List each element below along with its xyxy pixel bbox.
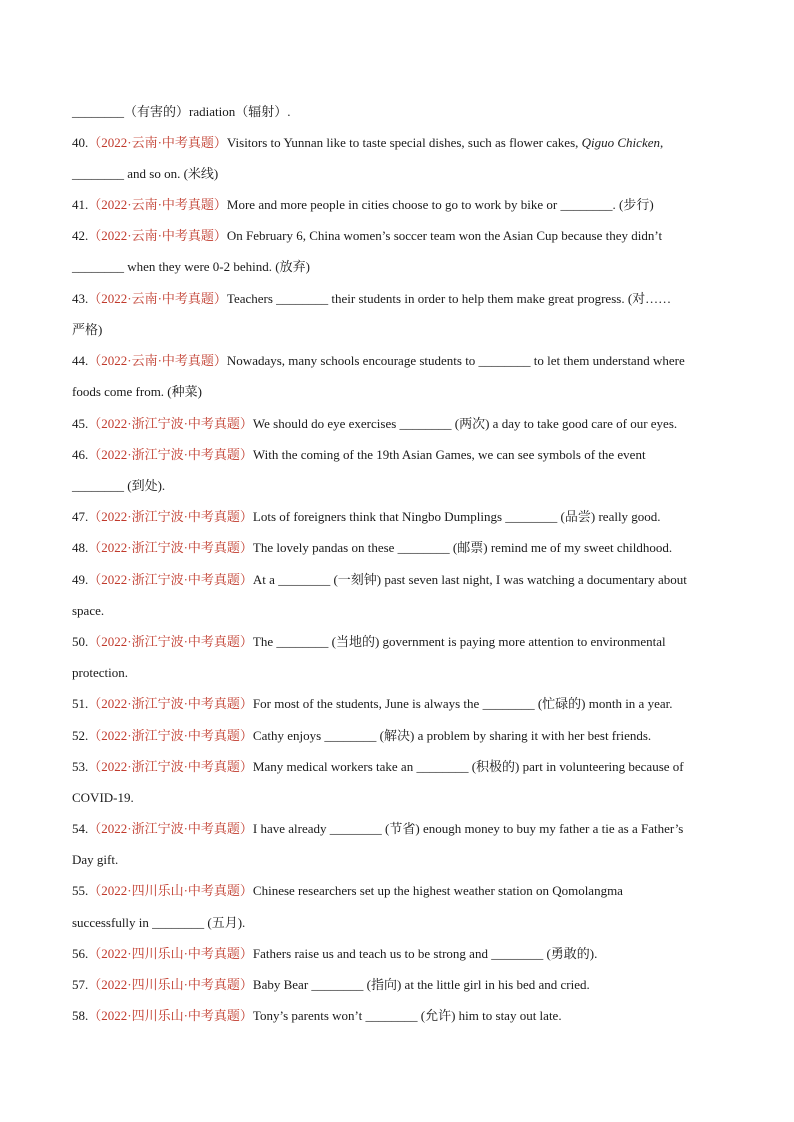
question-text: The lovely pandas on these ________ (邮票) remind me of my sweet childhood.: [252, 540, 673, 555]
question-source: （2022·四川乐山·中考真题）: [88, 1008, 253, 1023]
question-text: Teachers ________ their students in order to help them make great progress. (对……: [226, 291, 672, 306]
question-text: Baby Bear ________ (指向) at the little girl in his bed and cried.: [252, 977, 590, 992]
question-58: [72, 1008, 562, 1024]
question-number: 41.: [72, 197, 89, 212]
question-number: 43.: [72, 291, 89, 306]
question-42-continuation: [72, 259, 310, 275]
question-text: The ________ (当地的) government is paying more attention to environmental: [252, 634, 666, 649]
question-44: [72, 353, 685, 369]
question-55-continuation: [72, 915, 245, 931]
question-text: Fathers raise us and teach us to be strong and ________ (勇敢的).: [252, 946, 598, 961]
question-45: [72, 416, 677, 432]
question-number: 58.: [72, 1008, 89, 1023]
question-46: [72, 447, 646, 463]
question-39-continuation: [72, 104, 290, 120]
question-43: [72, 291, 671, 307]
question-50-continuation: [72, 665, 128, 681]
question-49-continuation: [72, 603, 104, 619]
question-source: （2022·浙江宁波·中考真题）: [88, 509, 253, 524]
question-number: 42.: [72, 228, 89, 243]
question-text: space.: [72, 603, 105, 618]
question-number: 54.: [72, 821, 89, 836]
question-40-continuation: [72, 166, 218, 182]
question-number: 57.: [72, 977, 89, 992]
question-text: At a ________ (一刻钟) past seven last night, I was watching a documentary about: [252, 572, 687, 587]
question-text: Chinese researchers set up the highest weather station on Qomolangma: [252, 883, 623, 898]
question-number: 40.: [72, 135, 89, 150]
question-42: [72, 228, 662, 244]
question-56: [72, 946, 597, 962]
question-number: 51.: [72, 696, 89, 711]
question-text: foods come from. (种菜): [72, 384, 202, 399]
question-54: [72, 821, 683, 837]
question-source: （2022·浙江宁波·中考真题）: [88, 821, 253, 836]
question-source: （2022·四川乐山·中考真题）: [88, 946, 253, 961]
question-text: Lots of foreigners think that Ningbo Dumplings ________ (品尝) really good.: [252, 509, 661, 524]
question-number: 56.: [72, 946, 89, 961]
question-text: 严格): [72, 322, 103, 337]
question-text: We should do eye exercises ________ (两次) a day to take good care of our eyes.: [252, 416, 678, 431]
question-53-continuation: [72, 790, 134, 806]
question-50: [72, 634, 666, 650]
question-number: 48.: [72, 540, 89, 555]
question-43-continuation: [72, 322, 102, 338]
question-source: （2022·四川乐山·中考真题）: [88, 977, 253, 992]
question-text: For most of the students, June is always the ________ (忙碌的) month in a year.: [252, 696, 673, 711]
question-text: COVID-19.: [72, 790, 134, 805]
question-number: 50.: [72, 634, 89, 649]
question-40: [72, 135, 663, 151]
question-54-continuation: [72, 852, 118, 868]
question-source: （2022·云南·中考真题）: [88, 228, 227, 243]
question-text: Day gift.: [72, 852, 119, 867]
question-53: [72, 759, 684, 775]
question-text: Cathy enjoys ________ (解决) a problem by sharing it with her best friends.: [252, 728, 652, 743]
question-source: （2022·浙江宁波·中考真题）: [88, 416, 253, 431]
question-number: 47.: [72, 509, 89, 524]
question-source: （2022·浙江宁波·中考真题）: [88, 540, 253, 555]
question-number: 45.: [72, 416, 89, 431]
question-source: （2022·云南·中考真题）: [88, 135, 227, 150]
question-source: （2022·浙江宁波·中考真题）: [88, 447, 253, 462]
question-source: （2022·浙江宁波·中考真题）: [88, 572, 253, 587]
question-number: 46.: [72, 447, 89, 462]
question-49: [72, 572, 687, 588]
question-source: （2022·云南·中考真题）: [88, 197, 227, 212]
question-source: （2022·浙江宁波·中考真题）: [88, 728, 253, 743]
question-number: 55.: [72, 883, 89, 898]
question-text: ________（有害的）radiation（辐射）.: [72, 104, 291, 119]
question-source: （2022·四川乐山·中考真题）: [88, 883, 253, 898]
question-52: [72, 728, 651, 744]
question-number: 44.: [72, 353, 89, 368]
question-text: Tony’s parents won’t ________ (允许) him to stay out late.: [252, 1008, 562, 1023]
question-44-continuation: [72, 384, 202, 400]
question-source: （2022·云南·中考真题）: [88, 291, 227, 306]
question-57: [72, 977, 590, 993]
question-48: [72, 540, 672, 556]
question-source: （2022·浙江宁波·中考真题）: [88, 759, 253, 774]
question-text: ________ when they were 0-2 behind. (放弃): [72, 259, 310, 274]
question-41: [72, 197, 654, 213]
question-text: ________ (到处).: [72, 478, 166, 493]
question-number: 53.: [72, 759, 89, 774]
question-number: 49.: [72, 572, 89, 587]
question-55: [72, 883, 623, 899]
question-text: Many medical workers take an ________ (积极的) part in volunteering because of: [252, 759, 684, 774]
question-source: （2022·云南·中考真题）: [88, 353, 227, 368]
question-text: More and more people in cities choose to go to work by bike or ________. (步行): [226, 197, 654, 212]
question-text: Visitors to Yunnan like to taste special dishes, such as flower cakes,: [226, 135, 582, 150]
question-51: [72, 696, 672, 712]
question-text: On February 6, China women’s soccer team won the Asian Cup because they didn’t: [226, 228, 663, 243]
question-text: I have already ________ (节省) enough money to buy my father a tie as a Father’s: [252, 821, 684, 836]
question-text: successfully in ________ (五月).: [72, 915, 246, 930]
question-source: （2022·浙江宁波·中考真题）: [88, 634, 253, 649]
question-47: [72, 509, 661, 525]
question-source: （2022·浙江宁波·中考真题）: [88, 696, 253, 711]
question-text: With the coming of the 19th Asian Games, we can see symbols of the event: [252, 447, 646, 462]
question-text: Nowadays, many schools encourage students to ________ to let them understand where: [226, 353, 685, 368]
italic-term: Qiguo Chicken: [581, 135, 660, 150]
punctuation: ,: [659, 135, 664, 150]
question-text: protection.: [72, 665, 128, 680]
question-text: ________ and so on. (米线): [72, 166, 219, 181]
question-number: 52.: [72, 728, 89, 743]
question-46-continuation: [72, 478, 165, 494]
